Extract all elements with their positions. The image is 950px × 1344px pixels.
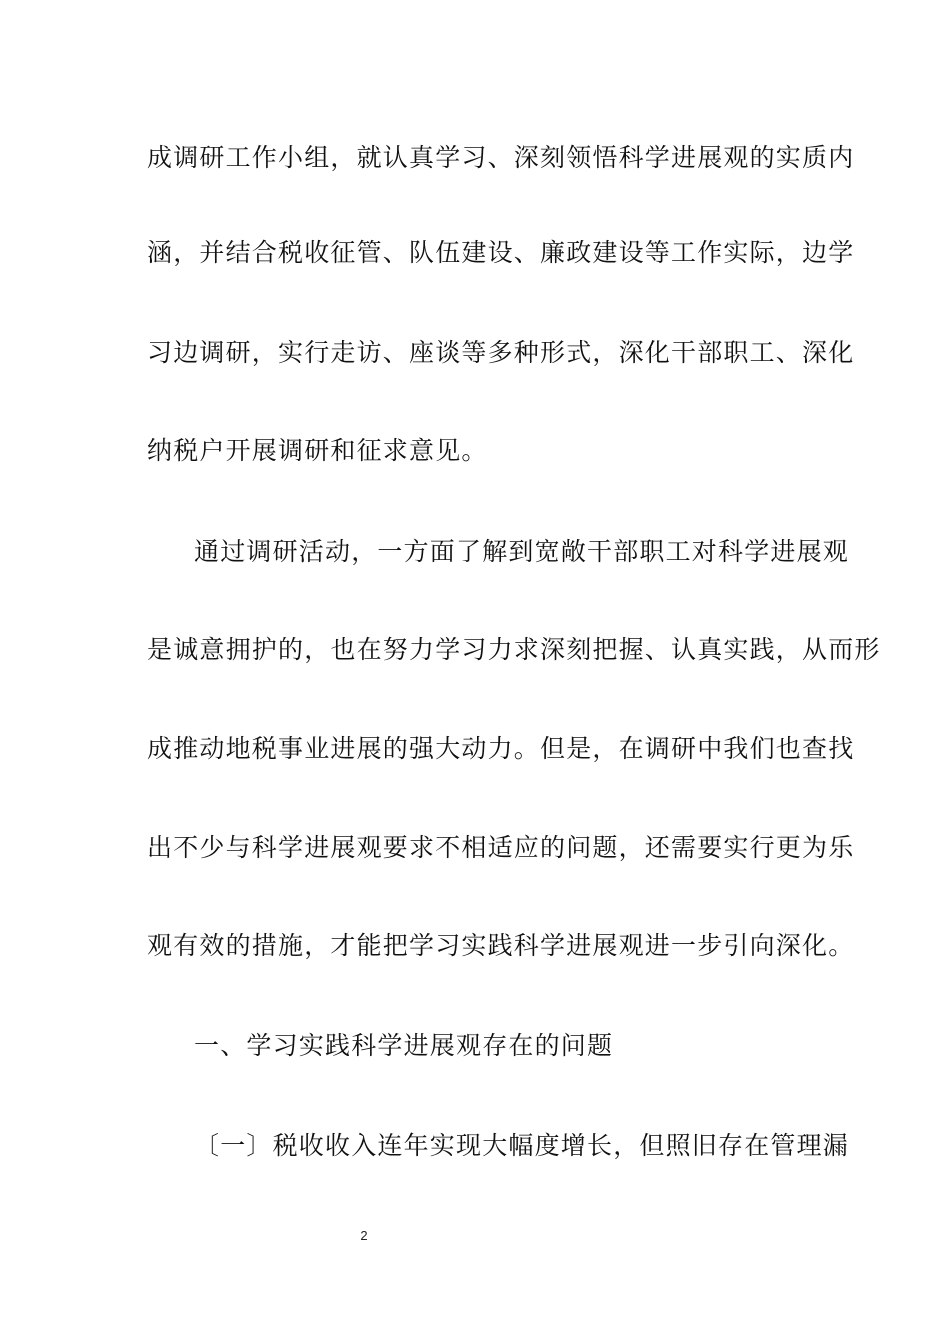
text-line-9: 观有效的措施，才能把学习实践科学进展观进一步引向深化。 — [147, 931, 855, 960]
text-line-7: 成推动地税事业进展的强大动力。但是，在调研中我们也查找 — [147, 734, 855, 763]
text-line-4: 纳税户开展调研和征求意见。 — [147, 436, 488, 465]
subsection-heading: 〔一〕税收收入连年实现大幅度增长，但照旧存在管理漏 — [194, 1131, 850, 1160]
text-line-1: 成调研工作小组，就认真学习、深刻领悟科学进展观的实质内 — [147, 143, 855, 172]
page-number: 2 — [360, 1228, 368, 1243]
text-line-2: 涵，并结合税收征管、队伍建设、廉政建设等工作实际，边学 — [147, 238, 855, 267]
text-line-8: 出不少与科学进展观要求不相适应的问题，还需要实行更为乐 — [147, 833, 855, 862]
paragraph-line-1: 通过调研活动，一方面了解到宽敞干部职工对科学进展观 — [194, 537, 850, 566]
text-line-3: 习边调研，实行走访、座谈等多种形式，深化干部职工、深化 — [147, 338, 855, 367]
text-line-6: 是诚意拥护的，也在努力学习力求深刻把握、认真实践，从而形 — [147, 635, 881, 664]
section-heading: 一、学习实践科学进展观存在的问题 — [194, 1031, 614, 1060]
